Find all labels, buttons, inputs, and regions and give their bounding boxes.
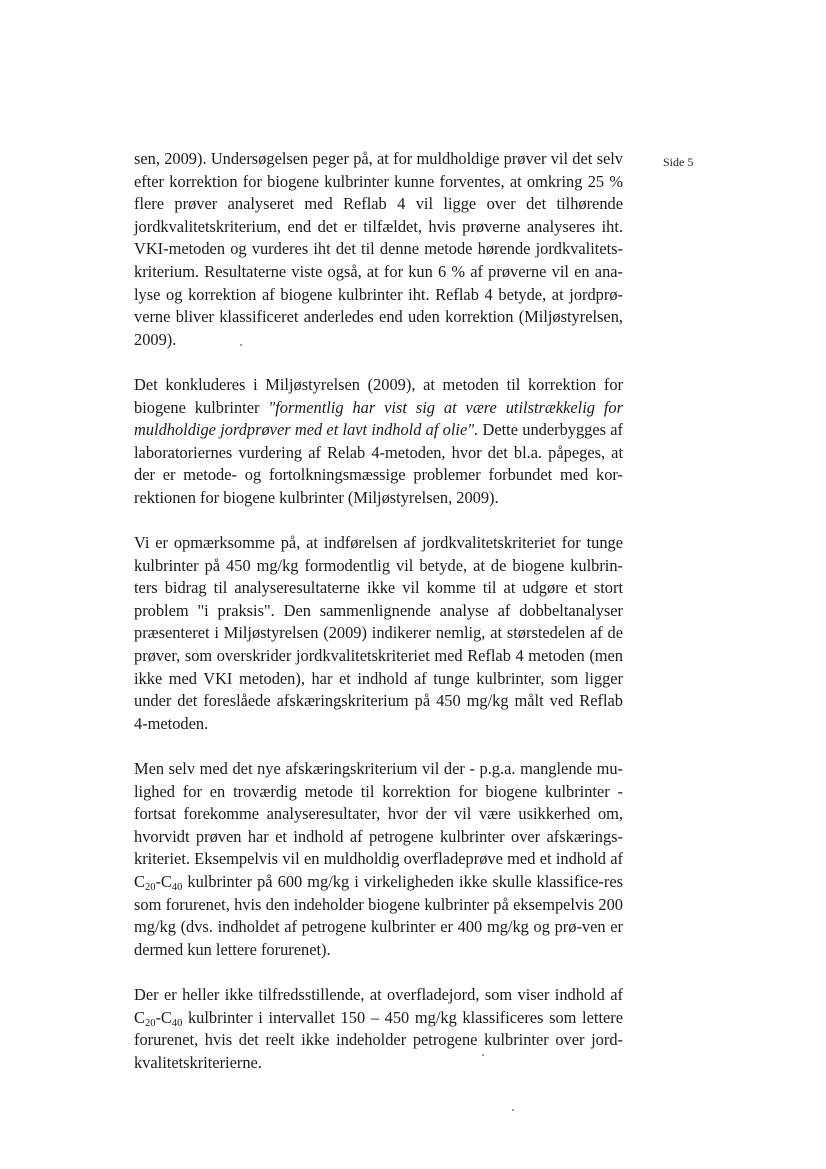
paragraph-2-intro: Det konkluderes i Miljøstyrelsen (2009), at metoden til korrektion for biogene kulbrinter	[134, 374, 623, 417]
scan-speck	[240, 344, 242, 346]
paragraph-5	[134, 984, 623, 1074]
paragraph-2-rest: Dette underbygges af laboratoriernes vurdering af Relab 4-metoden, hvor det bl.a. påpeges, at der er metode- og fortolkningsmæssige problemer forbundet med kor-rektionen for biogene kulbrinter (Miljøstyrelsen, 2009).	[134, 420, 623, 507]
paragraph-1: sen, 2009). Undersøgelsen peger på, at for muldholdige prøver vil det selv efter korrektion for biogene kulbrinter kunne forventes, at omkring 25 % flere prøver analyseret med Reflab 4 vil ligge over det tilhørende jordkvalitetskriterium, end det er tilfældet, hvis prøverne analyseres iht. VKI-metoden og vurderes iht det til denne metode hørende jordkvalitets-kriterium. Resultaterne viste også, at for kun 6 % af prøverne vil en ana-lyse og korrektion af biogene kulbrinter iht. Reflab 4 betyde, at jordprø-verne bliver klassificeret anderledes end uden korrektion (Miljøstyrelsen, 2009).	[134, 149, 623, 349]
paragraph-4-rest: kulbrinter på 600 mg/kg i virkeligheden ikke skulle klassifice-res som forurenet, hvis den indeholder biogene kulbrinter på eksempelvis 200 mg/kg (dvs. indholdet af petrogene kulbrinter er 400 mg/kg og prø-ven er dermed kun lettere forurenet).	[134, 872, 623, 959]
paragraph-3: Vi er opmærksomme på, at indførelsen af jordkvalitetskriteriet for tunge kulbrinter på 450 mg/kg formodentlig vil betyde, at de biogene kulbrin-ters bidrag til analyseresultaterne ikke vil komme til at udgøre et stort problem "i praksis". Den sammenlignende analyse af dobbeltanalyser præsenteret i Miljøstyrelsen (2009) indikerer nemlig, at størstedelen af de prøver, som overskrider jordkvalitetskriteriet med Reflab 4 metoden (men ikke med VKI metoden), har et indhold af tunge kulbrinter, som ligger under det foreslåede afskæringskriterium på 450 mg/kg målt ved Reflab 4-metoden.	[134, 533, 623, 733]
body-text	[134, 148, 623, 1097]
scan-speck	[482, 1054, 484, 1056]
paragraph-5-intro: Der er heller ikke tilfredsstillende, at overfladejord, som viser indhold af C	[134, 984, 623, 1027]
paragraph-4-sub-40: 40	[171, 882, 183, 893]
paragraph-5-sub-20: 20	[144, 1017, 156, 1029]
paragraph-4-intro: Men selv med det nye afskæringskriterium vil der - p.g.a. manglende mu-lighed for en troværdig metode til korrektion for biogene kulbrinter - fortsat forekomme analyseresultater, hvor der vil være usikkerhed om, hvorvidt prøven har et indhold af petrogene kulbrinter over afskærings-kriteriet. Eksempelvis vil en muldholdig overfladeprøve med et indhold af C	[134, 759, 623, 891]
paragraph-4	[134, 758, 623, 961]
paragraph-2	[134, 374, 623, 510]
paragraph-5-rest: kulbrinter i intervallet 150 – 450 mg/kg klassificeres som lettere forurenet, hvis det reelt ikke indeholder petrogene kulbrinter over jord-kvalitetskriterierne.	[134, 1007, 623, 1072]
paragraph-4-sub-20: 20	[144, 882, 156, 893]
paragraph-4-dash-c: -C	[155, 872, 172, 891]
paragraph-2-quote: "formentlig har vist sig at være utilstrækkelig for muldholdige jordprøver med et lavt indhold af olie".	[134, 397, 624, 440]
paragraph-5-sub-40: 40	[171, 1017, 183, 1029]
paragraph-5-dash-c: -C	[155, 1007, 172, 1027]
scan-speck	[512, 1109, 514, 1111]
page-number: Side 5	[663, 155, 694, 169]
